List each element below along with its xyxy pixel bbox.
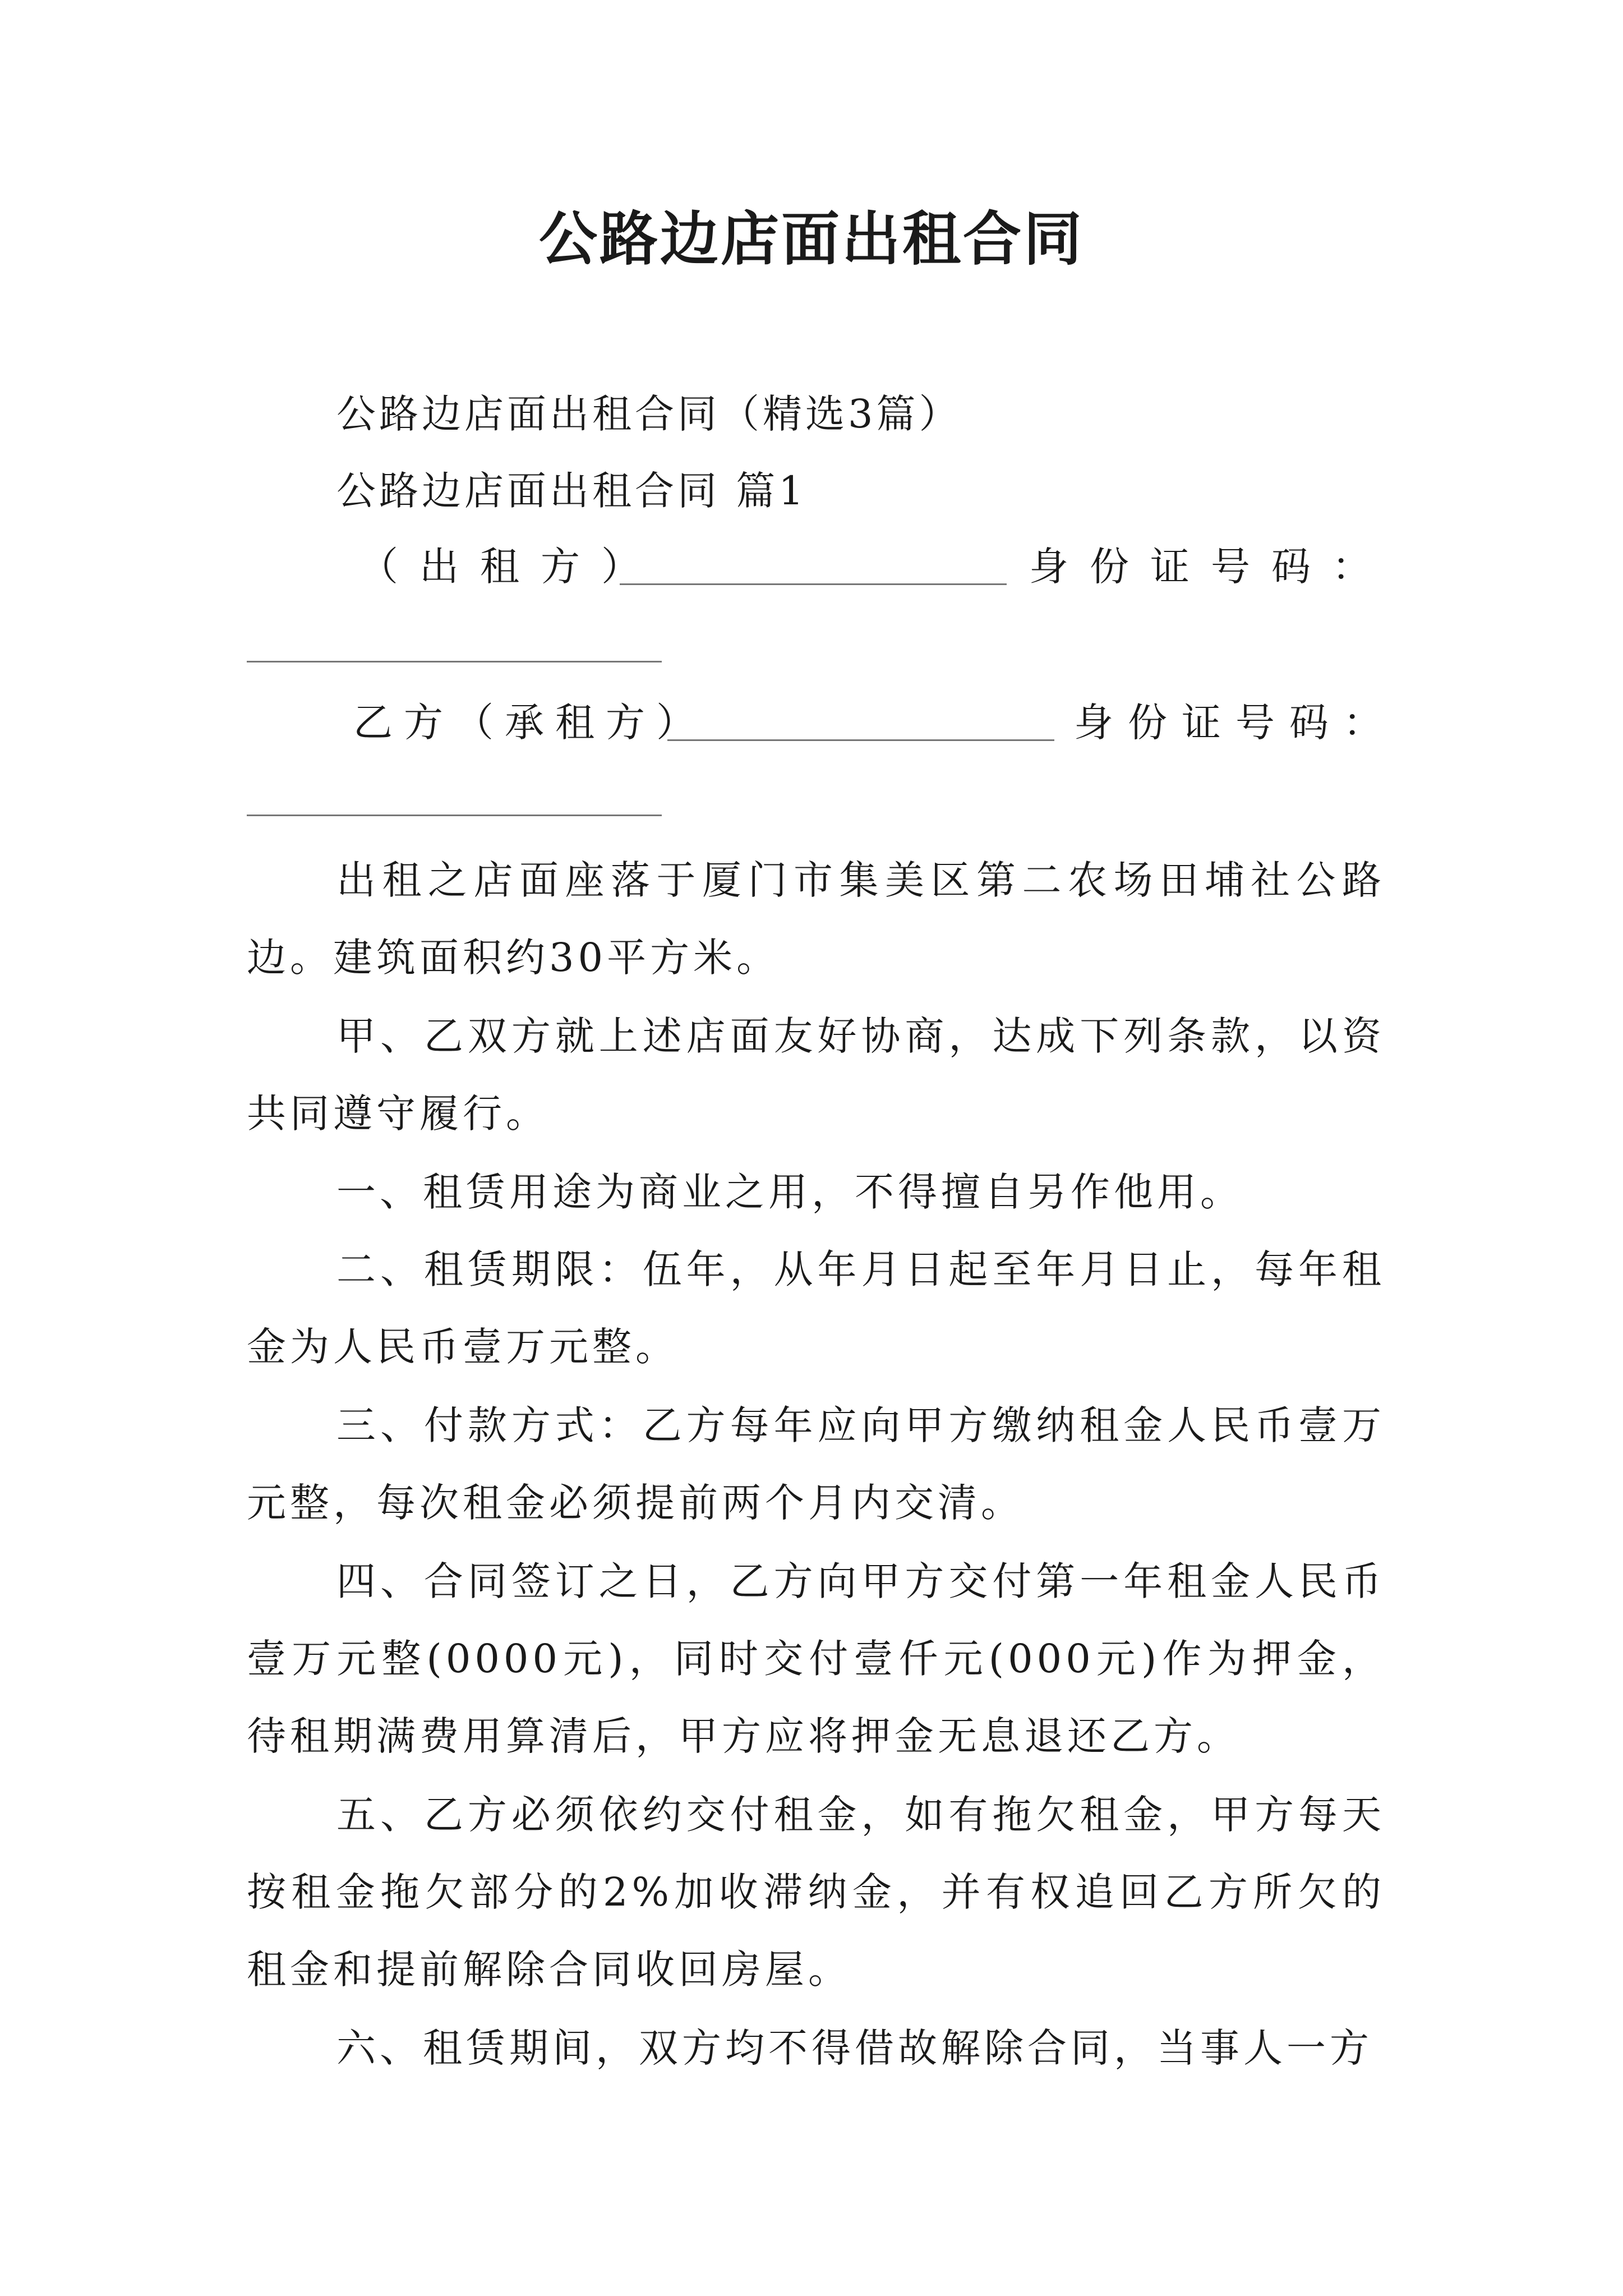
- party-b-name-blank: [667, 739, 1054, 741]
- body-paragraph: 四、合同签订之日，乙方向甲方交付第一年租金人民币壹万元整(0000元)，同时交付壹仟元(000元)作为押金，待租期满费用算清后，甲方应将押金无息退还乙方。: [247, 1558, 1385, 1759]
- party-b-label: 乙方（承租方）: [353, 700, 707, 746]
- body-paragraph: 出租之店面座落于厦门市集美区第二农场田埔社公路边。建筑面积约30平方米。: [247, 857, 1385, 981]
- party-b-id-blank: [247, 815, 662, 816]
- party-b-id-label: 身份证号码：: [1074, 700, 1397, 746]
- body-paragraph: 五、乙方必须依约交付租金，如有拖欠租金，甲方每天按租金拖欠部分的2%加收滞纳金，并有权追回乙方所欠的租金和提前解除合同收回房屋。: [247, 1792, 1385, 1993]
- body-paragraph: 三、付款方式：乙方每年应向甲方缴纳租金人民币壹万元整，每次租金必须提前两个月内交清。: [247, 1402, 1385, 1526]
- party-a-name-blank: [620, 583, 1007, 585]
- part-heading: 公路边店面出租合同 篇1: [336, 468, 807, 514]
- body-paragraph: 二、租赁期限：伍年，从年月日起至年月日止，每年租金为人民币壹万元整。: [247, 1246, 1385, 1370]
- party-a-id-label: 身份证号码：: [1029, 544, 1393, 590]
- body-paragraph: 甲、乙双方就上述店面友好协商，达成下列条款，以资共同遵守履行。: [247, 1013, 1385, 1137]
- body-paragraph: 一、租赁用途为商业之用，不得擅自另作他用。: [336, 1169, 1243, 1215]
- document-title: 公路边店面出租合同: [538, 204, 1084, 273]
- party-a-label: （出租方）: [359, 544, 662, 590]
- party-a-id-blank: [247, 661, 662, 662]
- body-paragraph: 六、租赁期间，双方均不得借故解除合同，当事人一方: [336, 2025, 1373, 2071]
- document-subtitle: 公路边店面出租合同（精选3篇）: [336, 391, 962, 437]
- party-a-row: [359, 539, 662, 595]
